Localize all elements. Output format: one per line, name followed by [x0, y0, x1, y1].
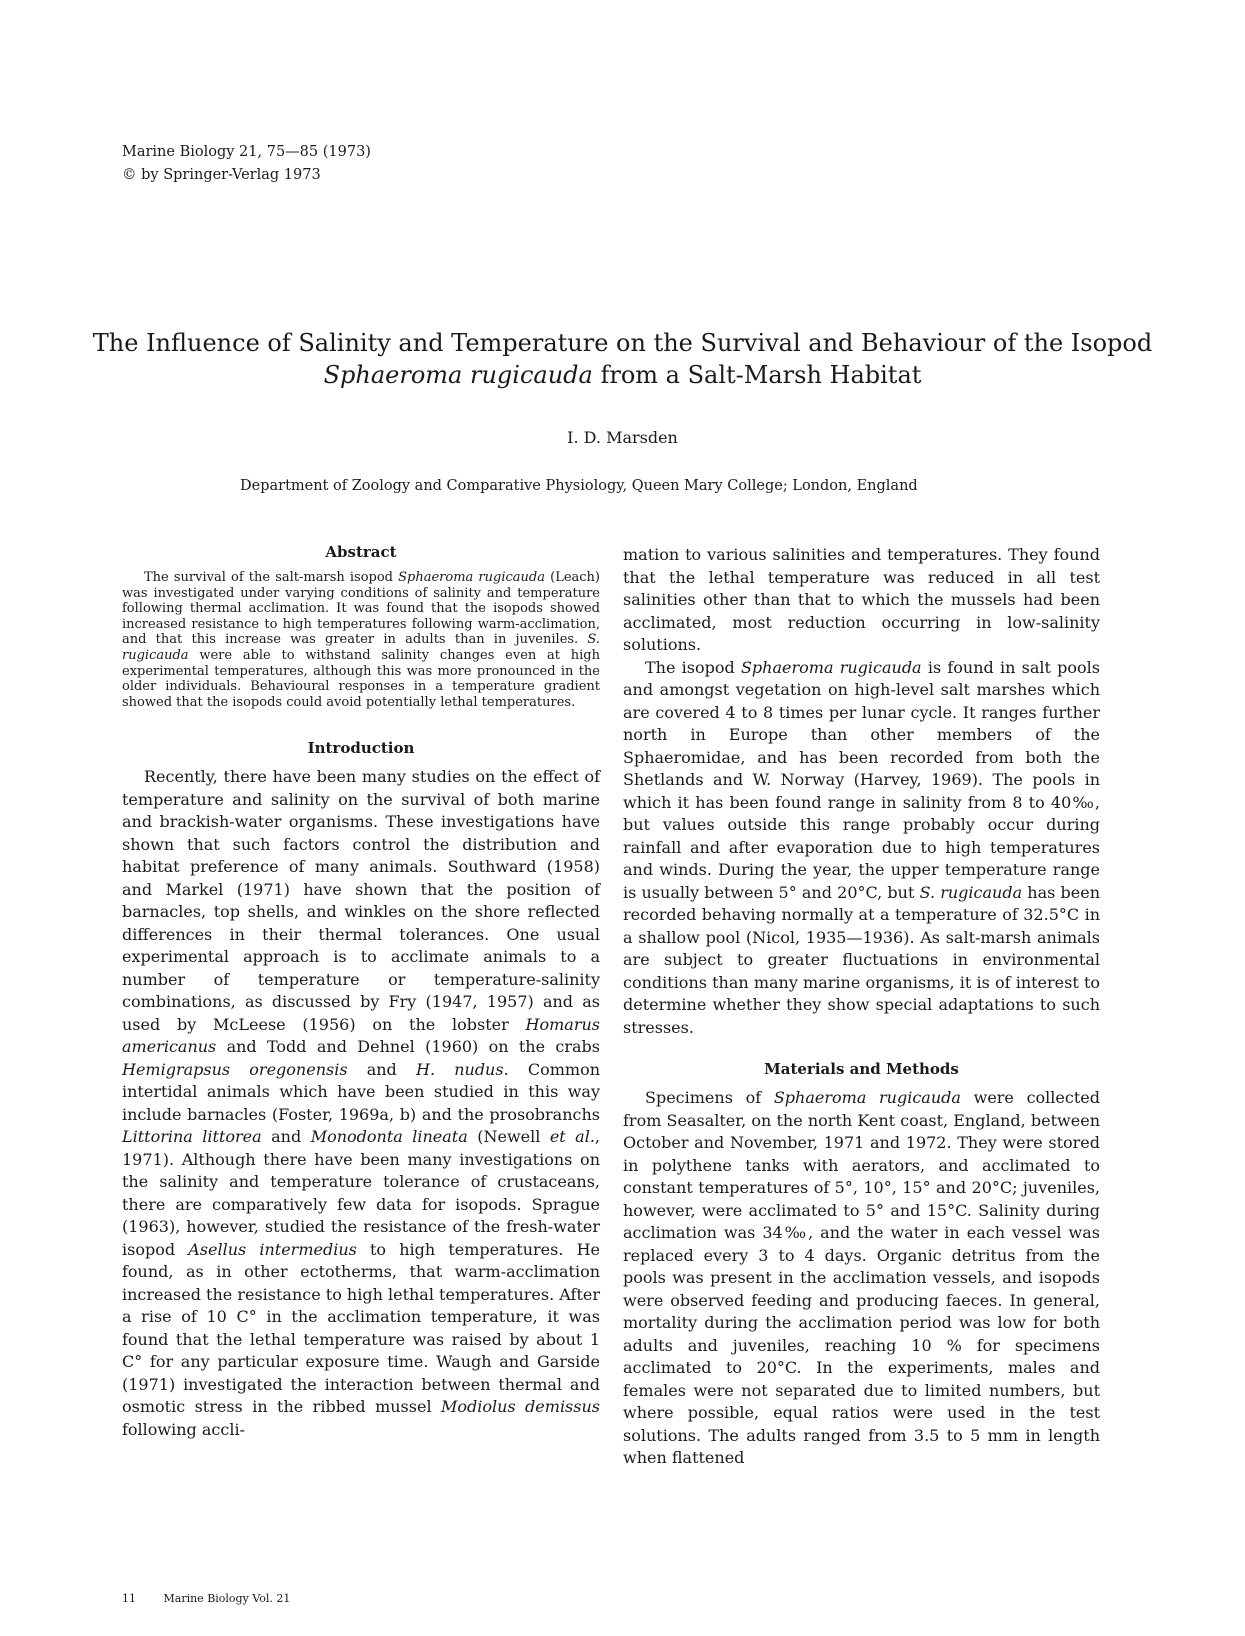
title-species: Sphaeroma rugicauda: [323, 361, 593, 389]
methods-heading: Materials and Methods: [764, 1060, 959, 1078]
copyright-notice: © by Springer-Verlag 1973: [122, 167, 321, 183]
paper-title: [80, 327, 1165, 391]
methods-paragraph-1: Specimens of Sphaeroma rugicauda were collected from Seasalter, on the north Kent coast, England, between October and November, 1971 and 1972. They were stored in polythene tanks with aerators, and acclimated to constant temperatures of 5°, 10°, 15° and 20°C; juveniles, however, were acclimated to 5° and 15°C. Salinity during acclimation was 34‰, and the water in each vessel was replaced every 3 to 4 days. Organic detritus from the pools was present in the acclimation vessels, and isopods were observed feeding and producing faeces. In general, mortality during the acclimation period was low for both adults and juveniles, reaching 10 % for specimens acclimated to 20°C. In the experiments, males and females were not separated due to limited numbers, but where possible, equal ratios were used in the test solutions. The adults ranged from 3.5 to 5 mm in length when flattened: [623, 1088, 1100, 1467]
footer-journal: Marine Biology: [163, 1592, 249, 1605]
footer-volume: Vol. 21: [252, 1592, 291, 1605]
introduction-heading: Introduction: [307, 739, 415, 758]
abstract-heading: Abstract: [325, 543, 397, 561]
left-column: [122, 542, 600, 1441]
affiliation: Department of Zoology and Comparative Physiology, Queen Mary College; London, England: [240, 478, 918, 494]
abstract-text: The survival of the salt-marsh isopod Sphaeroma rugicauda (Leach) was investigated under varying conditions of salinity and temperature following thermal acclimation. It was found that the isopods showed increased resistance to high temperatures following warm-acclimation, and that this increase was greater in adults than in juveniles. S. rugicauda were able to withstand salinity changes even at high experimental temperatures, although this was more pronounced in the older individuals. Behavioural responses in a temperature gradient showed that the isopods could avoid potentially lethal temperatures.: [122, 570, 600, 710]
journal-citation: Marine Biology 21, 75—85 (1973): [122, 144, 371, 160]
right-column: [623, 544, 1100, 1470]
introduction-paragraph-1: Recently, there have been many studies on the effect of temperature and salinity on the survival of both marine and brackish-water organisms. These investigations have shown that such factors control the distribution and habitat preference of many animals. Southward (1958) and Markel (1971) have shown that the position of barnacles, top shells, and winkles on the shore reflected differences in their thermal tolerances. One usual experimental approach is to acclimate animals to a number of temperature or temperature-salinity combinations, as discussed by Fry (1947, 1957) and as used by McLeese (1956) on the lobster Homarus americanus and Todd and Dehnel (1960) on the crabs Hemigrapsus oregonensis and H. nudus. Common intertidal animals which have been studied in this way include barnacles (Foster, 1969a, b) and the prosobranchs Littorina littorea and Monodonta lineata (Newell et al., 1971). Although there have been many investigations on the salinity and temperature tolerance of crustaceans, there are comparatively few data for isopods. Sprague (1963), however, studied the resistance of the fresh-water isopod Asellus intermedius to high temperatures. He found, as in other ectotherms, that warm-acclimation increased the resistance to high lethal temperatures. After a rise of 10 C° in the acclimation temperature, it was found that the lethal temperature was raised by about 1 C° for any particular exposure time. Waugh and Garside (1971) investigated the interaction between thermal and osmotic stress in the ribbed mussel Modiolus demissus following accli-: [122, 767, 601, 1439]
introduction-paragraph-2: The isopod Sphaeroma rugicauda is found in salt pools and amongst vegetation on high-level salt marshes which are covered 4 to 8 times per lunar cycle. It ranges further north in Europe than other members of the Sphaeromidae, and has been recorded from both the Shetlands and W. Norway (Harvey, 1969). The pools in which it has been found range in salinity from 8 to 40‰, but values outside this range probably occur during rainfall and after evaporation due to high temperatures and winds. During the year, the upper temperature range is usually between 5° and 20°C, but S. rugicauda has been recorded behaving normally at a temperature of 32.5°C in a shallow pool (Nicol, 1935—1936). As salt-marsh animals are subject to greater fluctuations in environmental conditions than many marine organisms, it is of interest to determine whether they show special adaptations to such stresses.: [623, 657, 1101, 1037]
page-footer: [122, 1592, 290, 1605]
page-number: 11: [122, 1592, 136, 1605]
introduction-paragraph-1-continued: mation to various salinities and temperatures. They found that the lethal temperature was reduced in all test salinities other than that to which the mussels had been acclimated, most reduction occurring in low-salinity solutions.: [623, 545, 1100, 654]
author: I. D. Marsden: [567, 428, 678, 447]
title-line-1: The Influence of Salinity and Temperature on the Survival and Behaviour of the Isopod: [92, 329, 1153, 357]
title-line-2: from a Salt-Marsh Habitat: [592, 361, 922, 389]
